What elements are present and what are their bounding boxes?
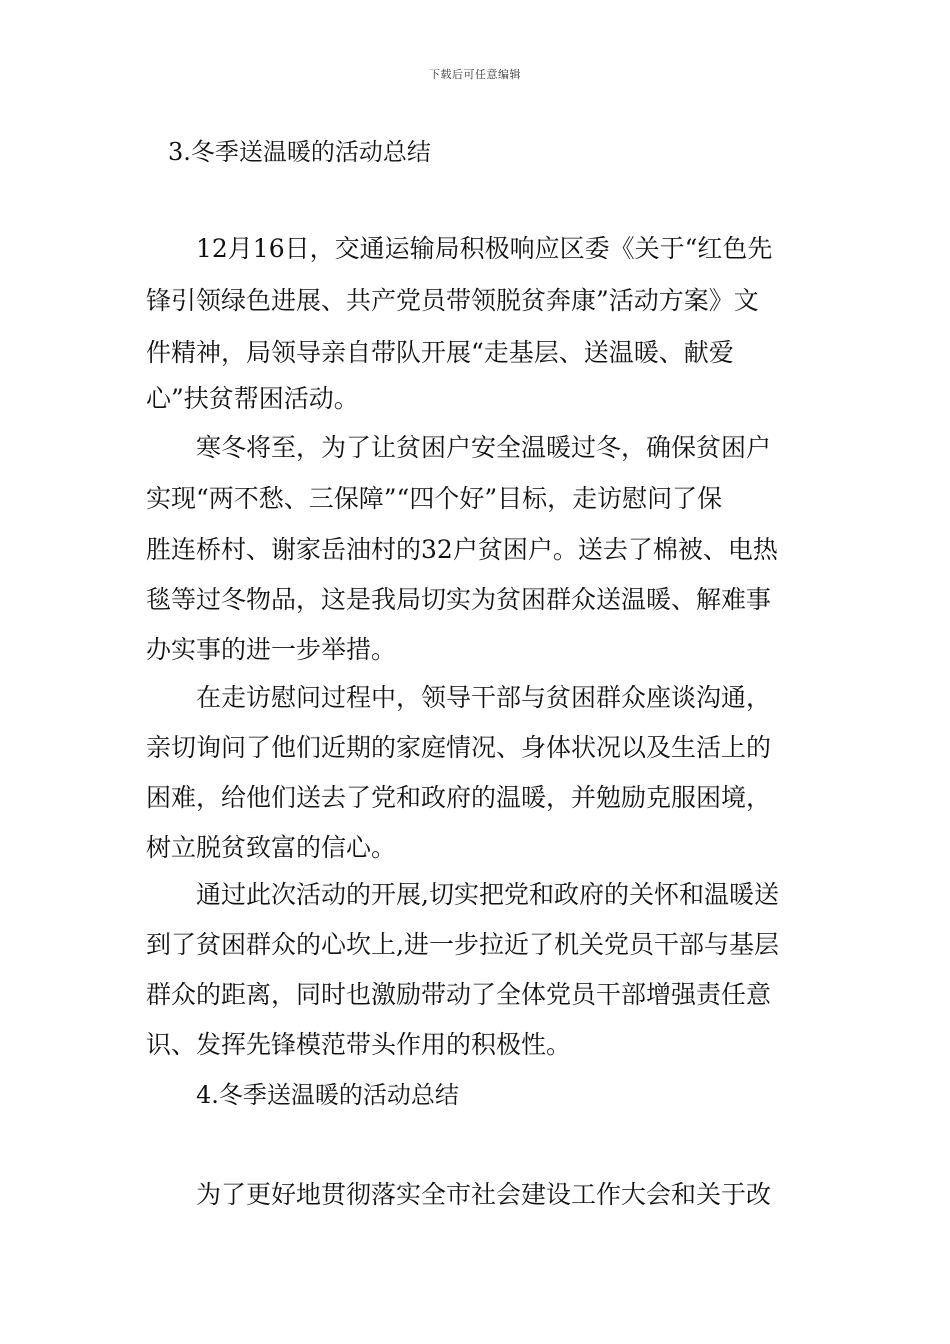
paragraph-line: 到了贫困群众的心坎上,进一步拉近了机关党员干部与基层	[146, 930, 779, 959]
paragraph-line: 办实事的进一步举措。	[146, 635, 397, 664]
paragraph-line: 12月16日，交通运输局积极响应区委《关于“红色先	[196, 234, 773, 263]
paragraph-line: 在走访慰问过程中，领导干部与贫困群众座谈沟通，	[196, 683, 772, 712]
paragraph-line: 群众的距离，同时也激励带动了全体党员干部增强责任意	[146, 980, 772, 1009]
paragraph-line: 树立脱贫致富的信心。	[146, 833, 397, 862]
paragraph-line: 通过此次活动的开展,切实把党和政府的关怀和温暖送	[196, 880, 779, 909]
page-header-note: 下载后可任意编辑	[429, 68, 521, 81]
paragraph-line: 件精神，局领导亲自带队开展“走基层、送温暖、献爱	[146, 338, 734, 367]
paragraph-line: 寒冬将至，为了让贫困户安全温暖过冬，确保贫困户	[196, 433, 772, 462]
paragraph-line: 心”扶贫帮困活动。	[146, 384, 359, 413]
paragraph-line: 锋引领绿色进展、共产党员带领脱贫奔康”活动方案》文	[146, 286, 759, 315]
section-4-heading: 4.冬季送温暖的活动总结	[196, 1081, 459, 1109]
paragraph-line: 困难，给他们送去了党和政府的温暖，并勉励克服困境，	[146, 783, 772, 812]
paragraph-line: 胜连桥村、谢家岳油村的32户贫困户。送去了棉被、电热	[146, 535, 778, 564]
section-3-heading: 3.冬季送温暖的活动总结	[168, 138, 431, 166]
paragraph-line: 为了更好地贯彻落实全市社会建设工作大会和关于改	[196, 1180, 772, 1209]
paragraph-line: 识、发挥先锋模范带头作用的积极性。	[146, 1030, 572, 1059]
paragraph-line: 毯等过冬物品，这是我局切实为贫困群众送温暖、解难事	[146, 585, 772, 614]
paragraph-line: 实现“两不愁、三保障”“四个好”目标，走访慰问了保	[146, 484, 723, 513]
paragraph-line: 亲切询问了他们近期的家庭情况、身体状况以及生活上的	[146, 733, 772, 762]
